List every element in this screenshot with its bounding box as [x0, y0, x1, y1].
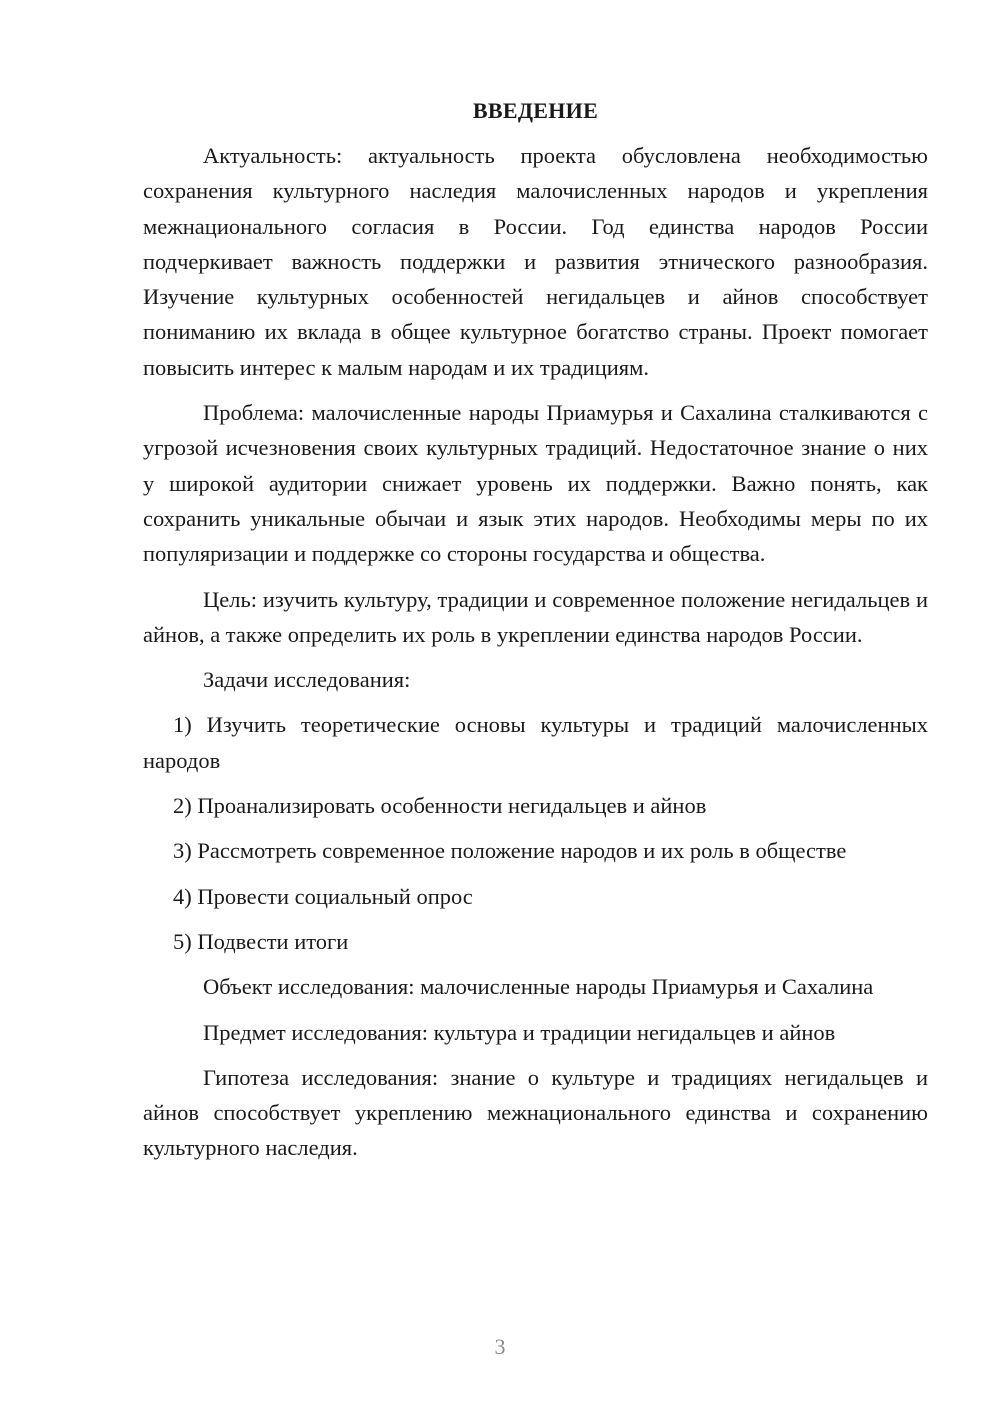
task-item-3: 3) Рассмотреть современное положение народов и их роль в обществе [173, 838, 847, 864]
page-content [143, 96, 928, 1176]
paragraph-hypothesis: Гипотеза исследования: знание о культуре и традициях негидальцев и айнов способствует укреплению межнационального единства и сохранению культурного наследия. [143, 1064, 928, 1161]
task-item-4: 4) Провести социальный опрос [173, 883, 473, 909]
task-item-2: 2) Проанализировать особенности негидальцев и айнов [173, 793, 707, 819]
section-title: ВВЕДЕНИЕ [472, 98, 599, 123]
paragraph-subject: Предмет исследования: культура и традиции негидальцев и айнов [203, 1019, 836, 1045]
paragraph-goal: Цель: изучить культуру, традиции и современное положение негидальцев и айнов, а также определить их роль в укреплении единства народов России. [143, 586, 928, 647]
task-item-1: 1) Изучить теоретические основы культуры и традиций малочисленных народов [143, 712, 928, 773]
tasks-heading: Задачи исследования: [203, 667, 411, 693]
paragraph-object: Объект исследования: малочисленные народы Приамурья и Сахалина [203, 974, 874, 1000]
page-number: 3 [494, 1334, 506, 1359]
task-item-5: 5) Подвести итоги [173, 928, 349, 954]
paragraph-problem: Проблема: малочисленные народы Приамурья и Сахалина сталкиваются с угрозой исчезновения своих культурных традиций. Недостаточное знание о них у широкой аудитории снижает уровень их поддержки. Важно понять, как сохранить уникальные обычаи и язык этих народов. Необходимы меры по их популяризации и поддержке со стороны государства и общества. [143, 400, 928, 567]
paragraph-relevance: Актуальность: актуальность проекта обусловлена необходимостью сохранения культурного наследия малочисленных народов и укрепления межнационального согласия в России. Год единства народов России подчеркивает важность поддержки и развития этнического разнообразия. Изучение культурных особенностей негидальцев и айнов способствует пониманию их вклада в общее культурное богатство страны. Проект помогает повысить интерес к малым народам и их традициям. [143, 143, 928, 380]
